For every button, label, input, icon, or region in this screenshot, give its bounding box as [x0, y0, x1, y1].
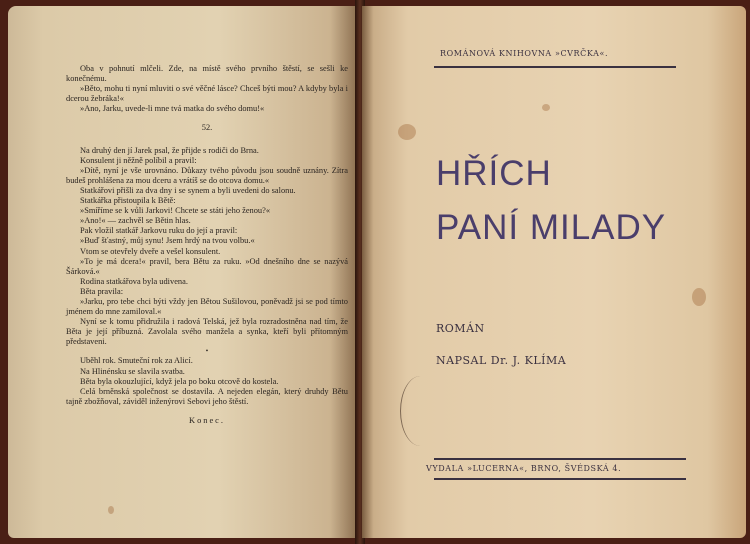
- paragraph: Pak vložil statkář Jarkovu ruku do její a pravil:: [80, 226, 238, 236]
- paragraph: »Dítě, nyní je vše urovnáno. Důkazy tvého původu jsou soudně uznány. Zítra budeš prohlášena za mou dceru a vrátíš se do otcova domu.«: [66, 165, 348, 185]
- top-rule: [434, 66, 676, 68]
- genre-label: ROMÁN: [436, 322, 485, 335]
- paragraph: Nyní se k tomu přidružila i radová Telská, jež byla rozradostněna nad tím, že Běta je její příbuzná. Zavolala svého manžela a synka, kteří byli přítomným představeni.: [66, 317, 348, 347]
- right-page: [362, 6, 746, 538]
- left-page: [8, 6, 358, 538]
- bottom-rule-bottom: [434, 478, 686, 480]
- paragraph: »Ano!« — zachvěl se Bětin hlas.: [80, 216, 191, 226]
- paragraph: Oba v pohnutí mlčeli. Zde, na místě svého prvního štěstí, se sešli ke konečnému.: [66, 64, 348, 84]
- age-stain: [542, 104, 550, 111]
- bottom-rule-top: [434, 458, 686, 460]
- publisher-line: VYDALA »LUCERNA«, BRNO, ŠVÉDSKÁ 4.: [426, 464, 622, 473]
- paragraph: Vtom se otevřely dveře a vešel konsulent.: [80, 246, 221, 256]
- paragraph: »Ano, Jarku, uvede-li mne tvá matka do svého domu!«: [80, 104, 265, 114]
- book-title-line1: HŘÍCH: [436, 154, 552, 193]
- pencil-mark: [400, 376, 441, 446]
- paragraph: »Buď šťastný, můj synu! Jsem hrdý na tvou volbu.«: [80, 236, 255, 246]
- paragraph: »Jarku, pro tebe chci býti vždy jen Bětou Sušilovou, poněvadž jsi se pod tímto jménem do mne zamiloval.«: [66, 296, 348, 317]
- paragraph: »Běto, mohu ti nyní mluviti o své věčné lásce? Chceš býti mou? A kdyby byla i dcerou žebráka!«: [66, 84, 348, 104]
- page-number: 52.: [201, 123, 213, 133]
- paragraph: Konsulent ji něžně políbil a pravil:: [80, 155, 197, 165]
- section-divider: •: [205, 347, 209, 356]
- paragraph: Rodina statkářova byla udivena.: [80, 276, 188, 286]
- paragraph: Běta byla okouzlující, když jela po boku otcově do kostela.: [80, 376, 279, 386]
- paragraph: Statkářka přistoupila k Bětě:: [80, 196, 176, 206]
- paragraph: Na druhý den jí Jarek psal, že přijde s rodiči do Brna.: [80, 145, 259, 155]
- paragraph: »To je má dcera!« pravil, bera Bětu za ruku. »Od dnešního dne se nazývá Šárková.«: [66, 256, 348, 276]
- paragraph: Uběhl rok. Smuteční rok za Alicí.: [80, 356, 193, 366]
- paragraph: Na Hlinénsku se slavila svatba.: [80, 366, 185, 376]
- paragraph: Celá brněnská společnost se dostavila. A nejeden elegán, který druhdy Bětu tajně zbožňoval, záviděl inženýrovi Sebovi jeho štěstí.: [66, 386, 348, 406]
- ink-spot: [108, 506, 114, 514]
- author-line: NAPSAL Dr. J. KLÍMA: [436, 354, 567, 367]
- age-stain: [692, 288, 706, 306]
- paragraph: Běta pravila:: [80, 286, 124, 296]
- left-page-text: [66, 64, 348, 426]
- series-title: ROMÁNOVÁ KNIHOVNA »CVRČKA«.: [440, 49, 609, 58]
- ending-text: Konec.: [189, 415, 225, 425]
- book-title-line2: PANÍ MILADY: [436, 208, 667, 247]
- age-stain: [398, 124, 416, 140]
- paragraph: Statkářovi přišli za dva dny i se synem a byli uvedeni do salonu.: [80, 185, 296, 195]
- paragraph: »Smíříme se k vůli Jarkovi! Chcete se státi jeho ženou?«: [80, 206, 271, 216]
